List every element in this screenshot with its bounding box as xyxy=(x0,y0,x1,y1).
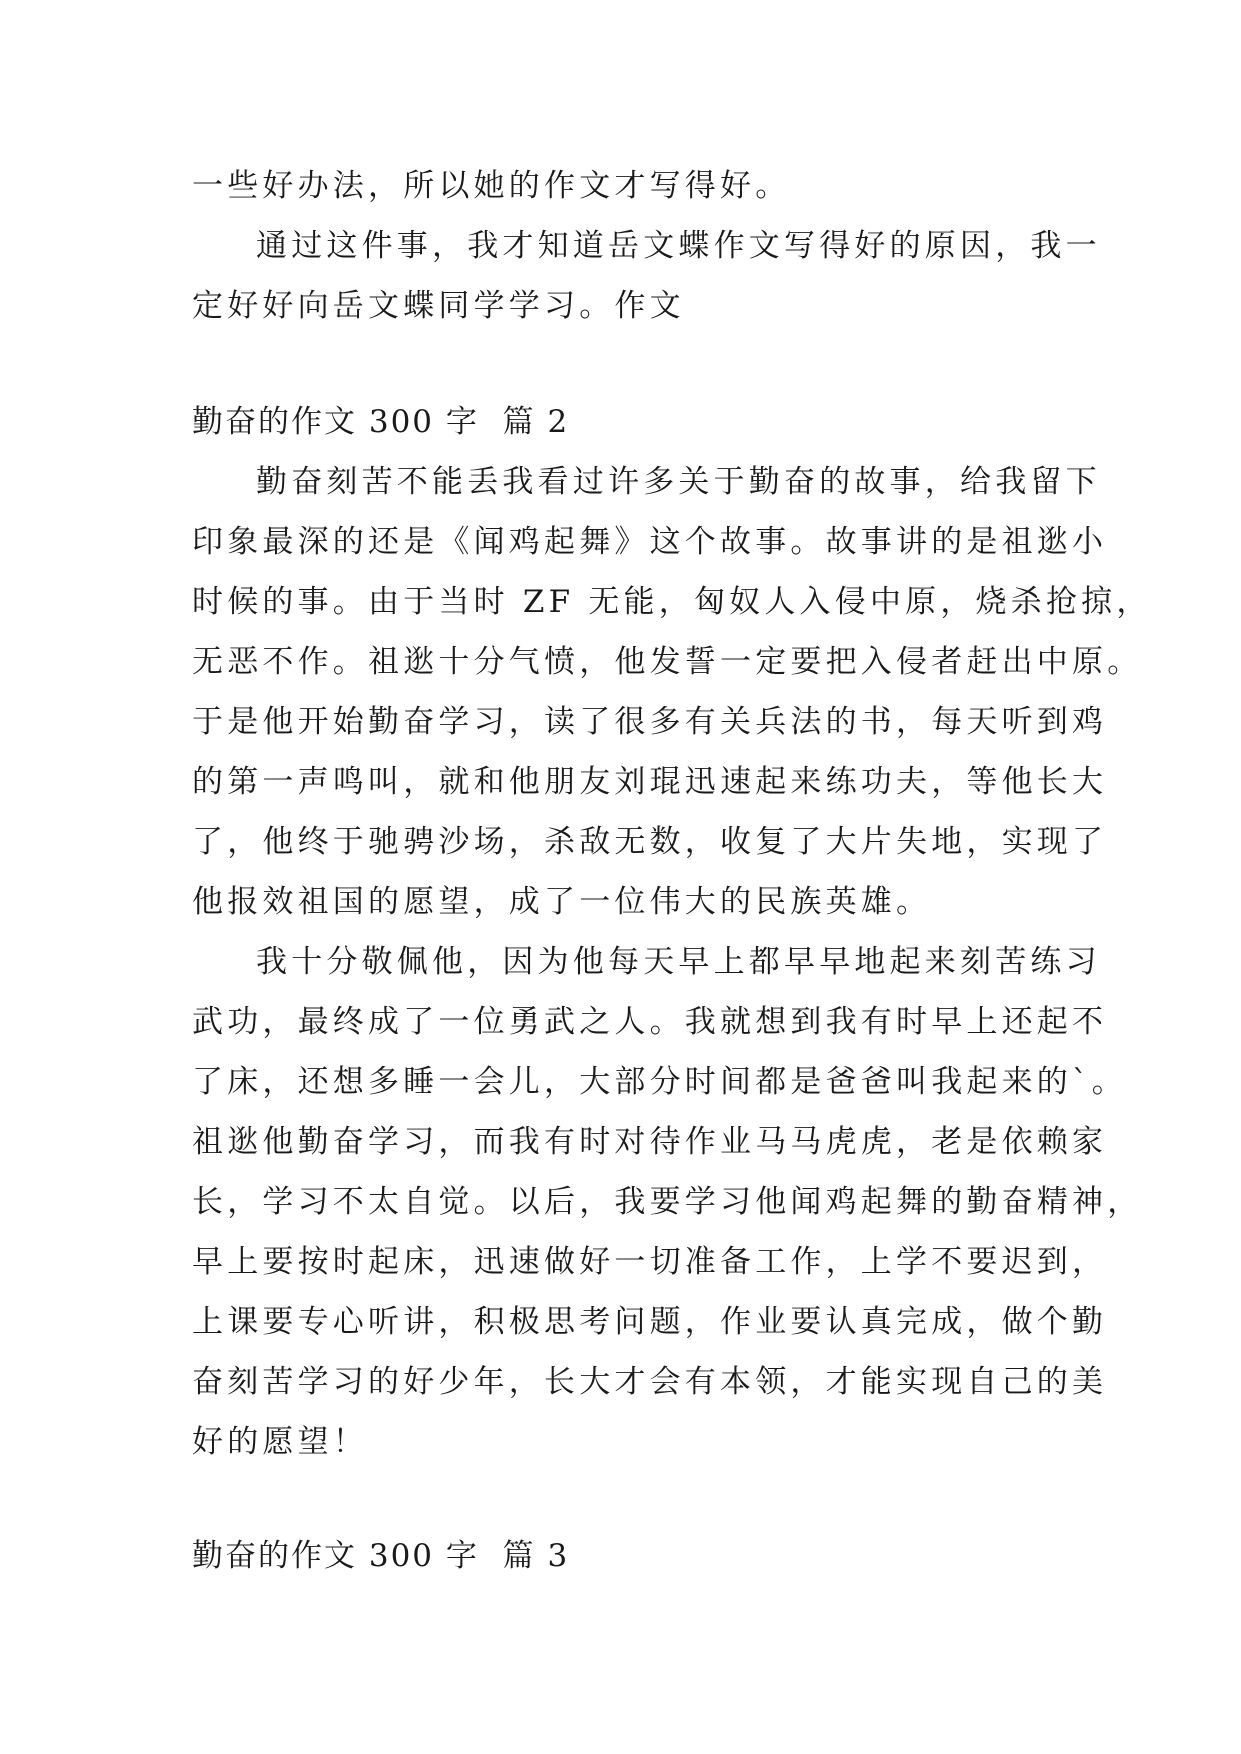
paragraph-line: 一些好办法，所以她的作文才写得好。 xyxy=(192,168,791,204)
paragraph-line: 勤奋刻苦不能丢我看过许多关于勤奋的故事，给我留下 xyxy=(256,464,1101,500)
paragraph-line: 时候的事。由于当时 ZF 无能，匈奴人入侵中原，烧杀抢掠， xyxy=(192,584,1152,620)
paragraph-line: 祖逖他勤奋学习，而我有时对待作业马马虎虎，老是依赖家 xyxy=(192,1124,1108,1160)
paragraph-line: 了，他终于驰骋沙场，杀敌无数，收复了大片失地，实现了 xyxy=(192,824,1108,860)
paragraph-line: 武功，最终成了一位勇武之人。我就想到我有时早上还起不 xyxy=(192,1004,1108,1040)
paragraph-line: 好的愿望！ xyxy=(192,1424,368,1460)
paragraph-line: 我十分敬佩他，因为他每天早上都早早地起来刻苦练习 xyxy=(256,944,1101,980)
paragraph-line: 他报效祖国的愿望，成了一位伟大的民族英雄。 xyxy=(192,884,932,920)
paragraph-line: 了床，还想多睡一会儿，大部分时间都是爸爸叫我起来的`。 xyxy=(192,1064,1127,1100)
paragraph-line: 于是他开始勤奋学习，读了很多有关兵法的书，每天听到鸡 xyxy=(192,704,1108,740)
paragraph-line: 印象最深的还是《闻鸡起舞》这个故事。故事讲的是祖逖小 xyxy=(192,524,1108,560)
paragraph-line: 奋刻苦学习的好少年，长大才会有本领，才能实现自己的美 xyxy=(192,1364,1108,1400)
section-heading: 勤奋的作文 300 字 篇 2 xyxy=(192,404,570,440)
paragraph-line: 的第一声鸣叫，就和他朋友刘琨迅速起来练功夫，等他长大 xyxy=(192,764,1108,800)
paragraph-line: 上课要专心听讲，积极思考问题，作业要认真完成，做个勤 xyxy=(192,1304,1108,1340)
section-heading: 勤奋的作文 300 字 篇 3 xyxy=(192,1538,570,1574)
paragraph-line: 无恶不作。祖逖十分气愤，他发誓一定要把入侵者赶出中原。 xyxy=(192,644,1143,680)
paragraph-line: 通过这件事，我才知道岳文蝶作文写得好的原因，我一 xyxy=(256,228,1101,264)
paragraph-line: 早上要按时起床，迅速做好一切准备工作，上学不要迟到， xyxy=(192,1244,1108,1280)
paragraph-line: 长，学习不太自觉。以后，我要学习他闻鸡起舞的勤奋精神， xyxy=(192,1184,1143,1220)
paragraph-line: 定好好向岳文蝶同学学习。作文 xyxy=(192,288,685,324)
